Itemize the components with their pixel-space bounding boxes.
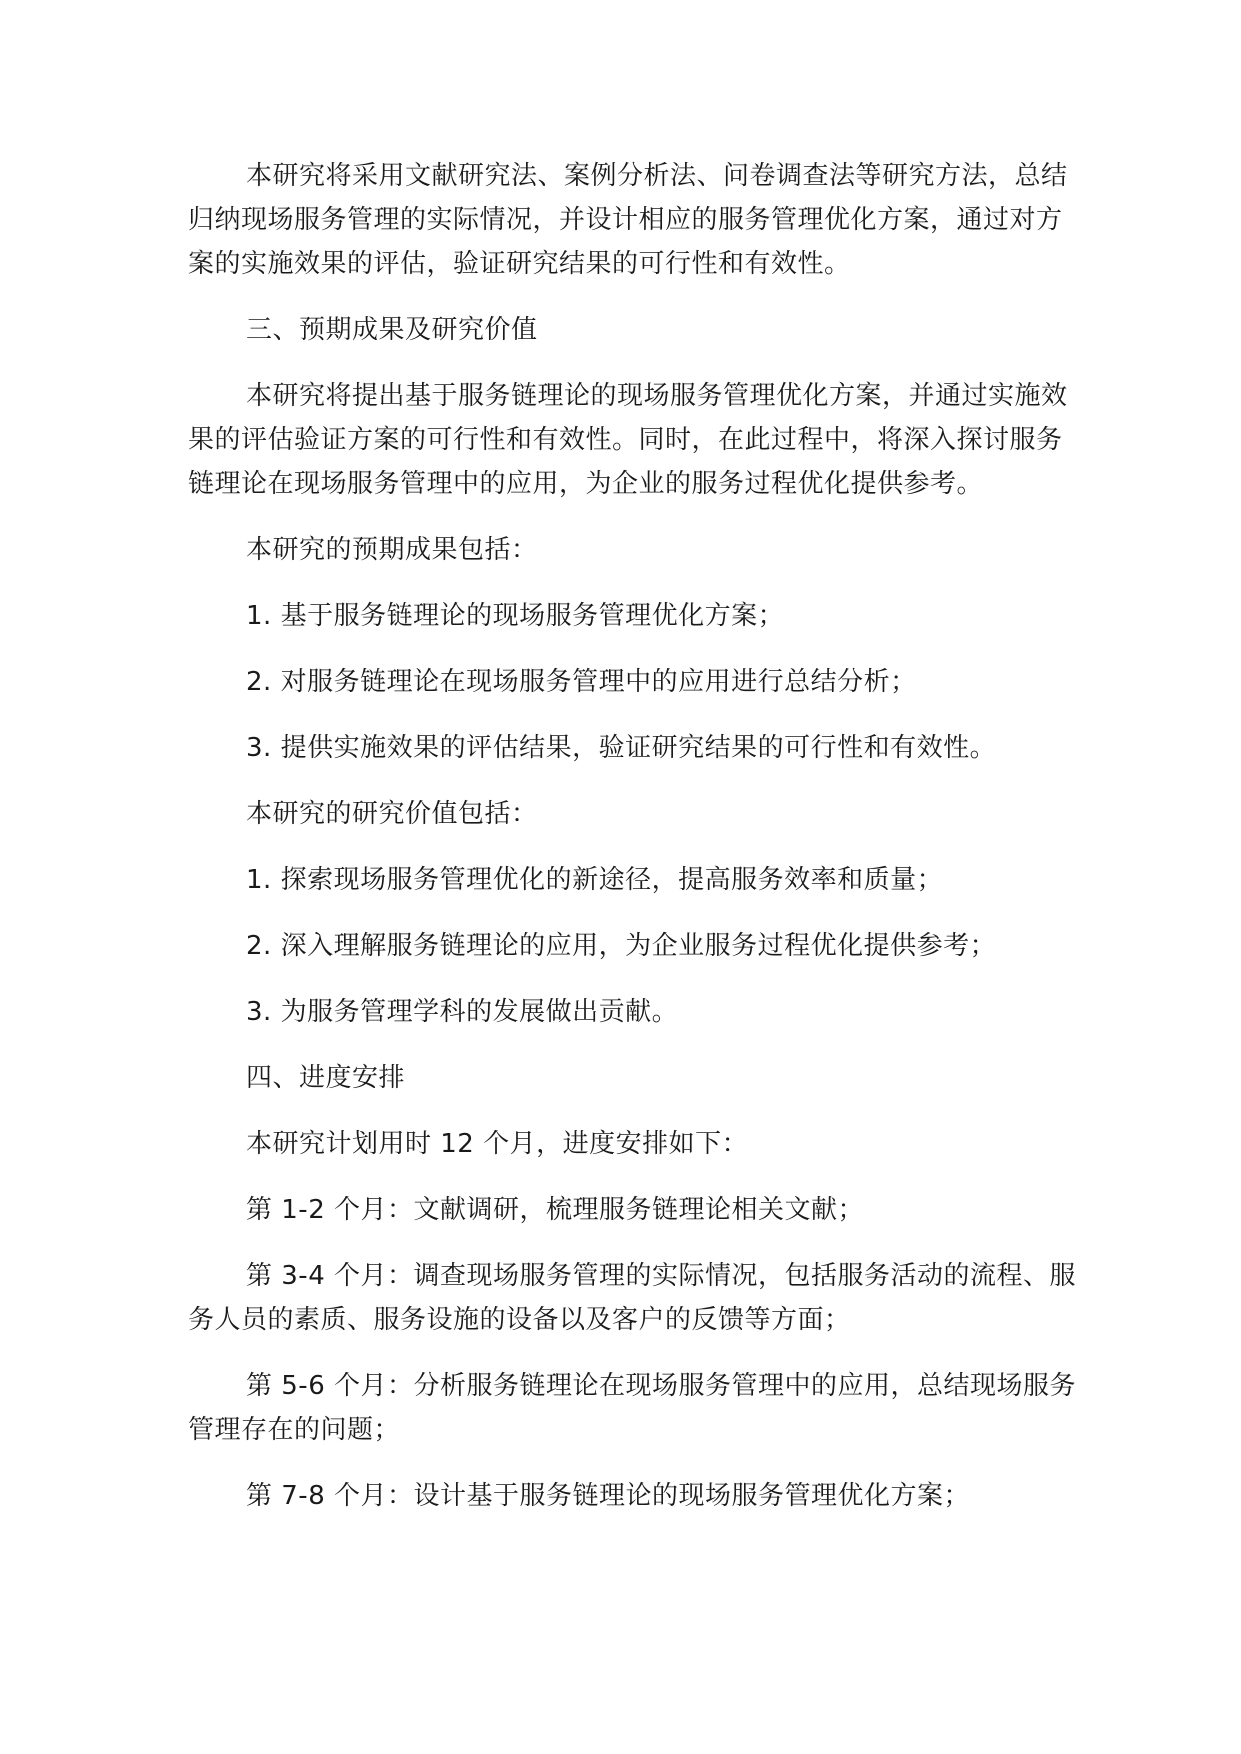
list-item-result-1: 1. 基于服务链理论的现场服务管理优化方案；	[246, 601, 785, 631]
schedule-item-months-3-4: 第 3-4 个月：调查现场服务管理的实际情况，包括服务活动的流程、服务人员的素质、服务设施的设备以及客户的反馈等方面；	[188, 1261, 1076, 1335]
schedule-item-months-7-8: 第 7-8 个月：设计基于服务链理论的现场服务管理优化方案；	[246, 1481, 970, 1511]
list-item-result-3: 3. 提供实施效果的评估结果，验证研究结果的可行性和有效性。	[246, 733, 997, 763]
paragraph-expected-results: 本研究将提出基于服务链理论的现场服务管理优化方案，并通过实施效果的评估验证方案的可行性和有效性。同时，在此过程中，将深入探讨服务链理论在现场服务管理中的应用，为企业的服务过程优化提供参考。	[188, 381, 1068, 499]
section-heading-schedule: 四、进度安排	[246, 1063, 406, 1093]
list-item-result-2: 2. 对服务链理论在现场服务管理中的应用进行总结分析；	[246, 667, 917, 697]
list-item-value-2: 2. 深入理解服务链理论的应用，为企业服务过程优化提供参考；	[246, 931, 997, 961]
section-heading-expected-results: 三、预期成果及研究价值	[246, 315, 538, 345]
list-item-value-1: 1. 探索现场服务管理优化的新途径，提高服务效率和质量；	[246, 865, 944, 895]
paragraph-schedule-intro: 本研究计划用时 12 个月，进度安排如下：	[246, 1129, 749, 1159]
document-body	[188, 154, 1078, 1540]
paragraph-results-intro: 本研究的预期成果包括：	[246, 535, 538, 565]
list-item-value-3: 3. 为服务管理学科的发展做出贡献。	[246, 997, 679, 1027]
paragraph-methods: 本研究将采用文献研究法、案例分析法、问卷调查法等研究方法，总结归纳现场服务管理的实际情况，并设计相应的服务管理优化方案，通过对方案的实施效果的评估，验证研究结果的可行性和有效性。	[188, 161, 1068, 279]
paragraph-value-intro: 本研究的研究价值包括：	[246, 799, 538, 829]
schedule-item-months-1-2: 第 1-2 个月：文献调研，梳理服务链理论相关文献；	[246, 1195, 864, 1225]
schedule-item-months-5-6: 第 5-6 个月：分析服务链理论在现场服务管理中的应用，总结现场服务管理存在的问题；	[188, 1371, 1076, 1445]
